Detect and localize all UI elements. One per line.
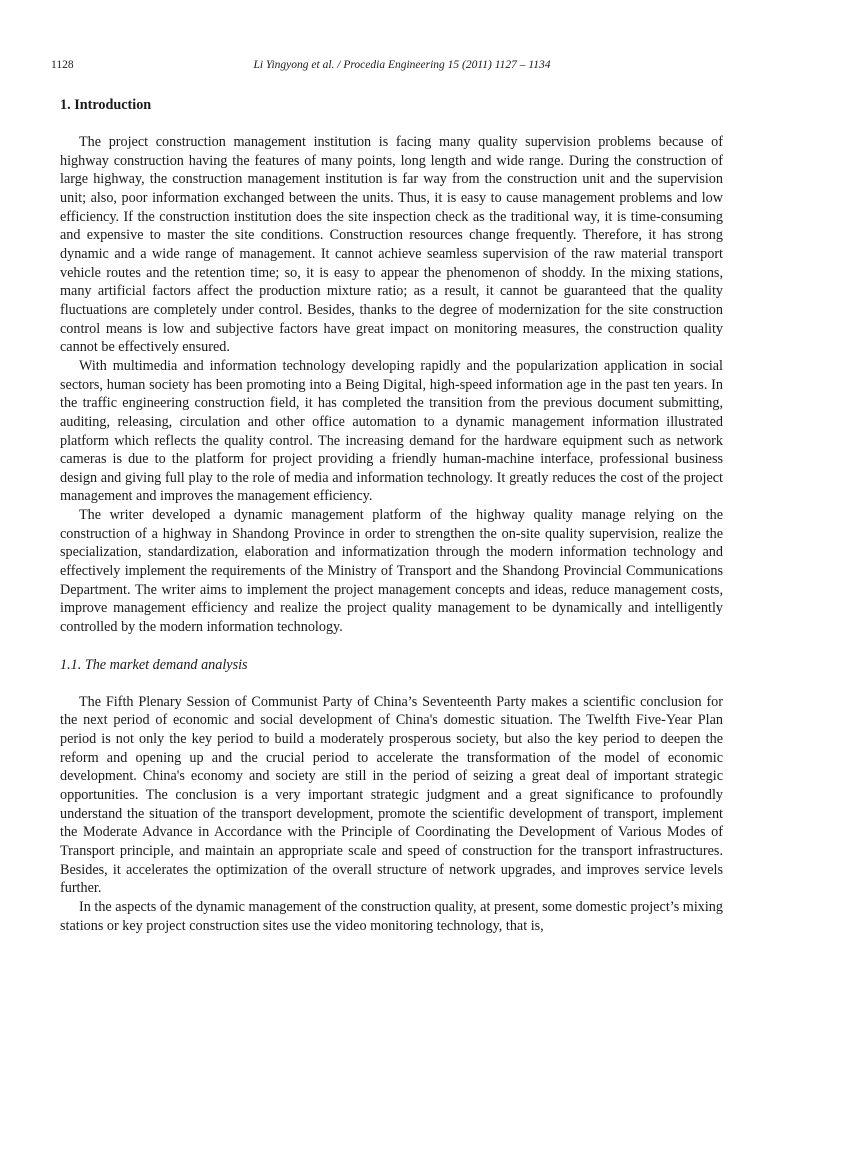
running-head: Li Yingyong et al. / Procedia Engineering 15 (2011) 1127 – 1134	[253, 59, 551, 71]
page-header	[51, 56, 723, 74]
section-title: 1. Introduction	[60, 97, 152, 113]
paragraph: The project construction management institution is facing many quality supervision problems because of highway construction having the features of many points, long length and wide range. During the construction of large highway, the construction management institution is far way from the construction unit and the supervision unit; also, poor information exchanged between the units. Thus, it is easy to cause management problems and low efficiency. If the construction institution does the site inspection check as the traditional way, it is time-consuming and expensive to master the site conditions. Construction resources change frequently. Therefore, it has strong dynamic and a wide range of management. It cannot achieve seamless supervision of the raw material transport vehicle routes and the retention time; so, it is easy to appear the phenomenon of shoddy. In the mixing stations, many artificial factors affect the production mixture ratio; as a result, it cannot be guaranteed that the quality fluctuations are completely under control. Besides, thanks to the degree of modernization for the site construction control means is low and subjective factors have great impact on monitoring measures, the construction quality cannot be effectively ensured.	[60, 134, 723, 356]
subsection-title: 1.1. The market demand analysis	[60, 656, 248, 673]
paragraph: In the aspects of the dynamic management of the construction quality, at present, some domestic project’s mixing stations or key project construction sites use the video monitoring technology, that is,	[60, 898, 723, 934]
paragraph: The writer developed a dynamic management platform of the highway quality manage relying on the construction of a highway in Shandong Province in order to strengthen the on-site quality supervision, realize the specialization, standardization, elaboration and informatization through the modern information technology and effectively implement the requirements of the Ministry of Transport and the Shandong Provincial Communications Department. The writer aims to implement the project management concepts and ideas, reduce management costs, improve management efficiency and realize the project quality management to be dynamically and intelligently controlled by the modern information technology.	[60, 507, 723, 636]
page-number: 1128	[51, 59, 74, 71]
paragraph: The Fifth Plenary Session of Communist Party of China’s Seventeenth Party makes a scientific conclusion for the next period of economic and social development of China's domestic situation. The Twelfth Five-Year Plan period is not only the key period to build a moderately prosperous society, but also the key period to deepen the reform and opening up and the crucial period to accelerate the transformation of the model of economic development. China's economy and society are still in the period of seizing a great deal of important strategic opportunities. The conclusion is a very important strategic judgment and a great significance to profoundly understand the situation of the transport development, promote the scientific development of transport, implement the Moderate Advance in Accordance with the Principle of Coordinating the Development of Various Modes of Transport principle, and maintain an appropriate scale and speed of construction for the transport infrastructures. Besides, it accelerates the optimization of the overall structure of network upgrades, and improves service levels further.	[60, 693, 723, 897]
article-body	[60, 95, 723, 935]
paragraph: With multimedia and information technology developing rapidly and the popularization application in social sectors, human society has been promoting into a Being Digital, high-speed information age in the past ten years. In the traffic engineering construction field, it has completed the transition from the previous document submitting, auditing, releasing, circulation and other office automation to a dynamic management information illustrated platform which reflects the quality control. The increasing demand for the hardware equipment such as network cameras is due to the platform for project providing a friendly human-machine interface, professional business design and giving full play to the role of media and information technology. It greatly reduces the cost of the project management and improves the management efficiency.	[60, 357, 723, 505]
